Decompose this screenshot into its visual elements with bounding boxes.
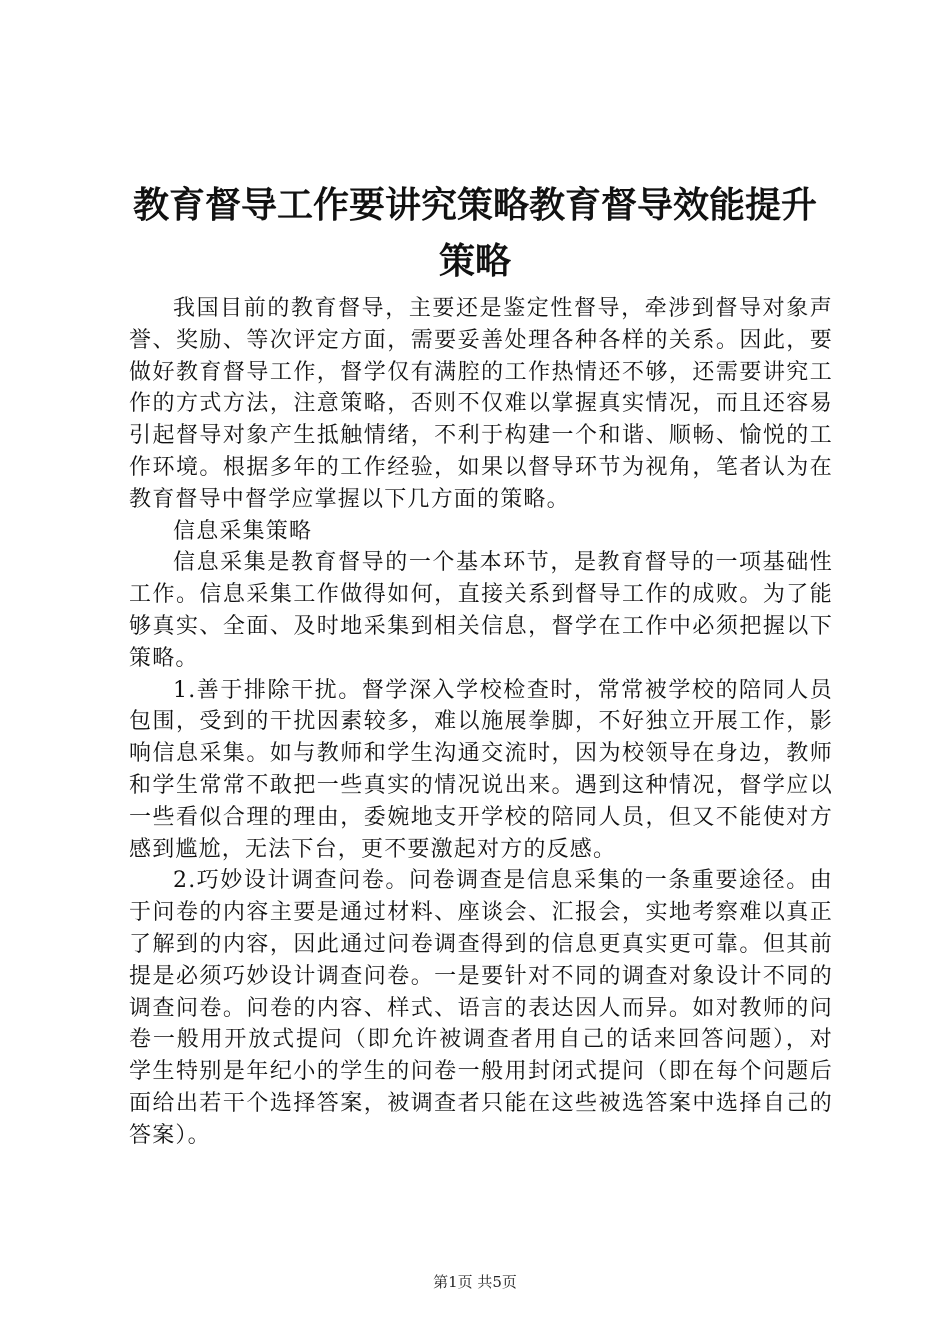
paragraph-item-2: 2.巧妙设计调查问卷。问卷调查是信息采集的一条重要途径。由于问卷的内容主要是通过材料、座谈会、汇报会，实地考察难以真正了解到的内容，因此通过问卷调查得到的信息更真实更可靠。但其前提是必须巧妙设计调查问卷。一是要针对不同的调查对象设计不同的调查问卷。问卷的内容、样式、语言的表达因人而异。如对教师的问卷一般用开放式提问（即允许被调查者用自己的话来回答问题），对学生特别是年纪小的学生的问卷一般用封闭式提问（即在每个问题后面给出若干个选择答案，被调查者只能在这些被选答案中选择自己的答案）。 bbox=[129, 868, 833, 1148]
paragraph-intro: 我国目前的教育督导，主要还是鉴定性督导，牵涉到督导对象声誉、奖励、等次评定方面，需要妥善处理各种各样的关系。因此，要做好教育督导工作，督学仅有满腔的工作热情还不够，还需要讲究工作的方式方法，注意策略，否则不仅难以掌握真实情况，而且还容易引起督导对象产生抵触情绪，不利于构建一个和谐、顺畅、愉悦的工作环境。根据多年的工作经验，如果以督导环节为视角，笔者认为在教育督导中督学应掌握以下几方面的策略。 bbox=[129, 296, 833, 512]
section-heading-info-collection: 信息采集策略 bbox=[173, 518, 313, 544]
paragraph-info-collection: 信息采集是教育督导的一个基本环节，是教育督导的一项基础性工作。信息采集工作做得如何，直接关系到督导工作的成败。为了能够真实、全面、及时地采集到相关信息，督学在工作中必须把握以下策略。 bbox=[129, 550, 833, 671]
page-footer: 第1页 共5页 bbox=[433, 1273, 517, 1291]
document-title: 教育督导工作要讲究策略教育督导效能提升策略 bbox=[132, 185, 817, 282]
document-body bbox=[129, 293, 833, 1152]
paragraph-item-1: 1.善于排除干扰。督学深入学校检查时，常常被学校的陪同人员包围，受到的干扰因素较多，难以施展拳脚，不好独立开展工作，影响信息采集。如与教师和学生沟通交流时，因为校领导在身边，教师和学生常常不敢把一些真实的情况说出来。遇到这种情况，督学应以一些看似合理的理由，委婉地支开学校的陪同人员，但又不能使对方感到尴尬，无法下台，更不要激起对方的反感。 bbox=[129, 677, 833, 862]
